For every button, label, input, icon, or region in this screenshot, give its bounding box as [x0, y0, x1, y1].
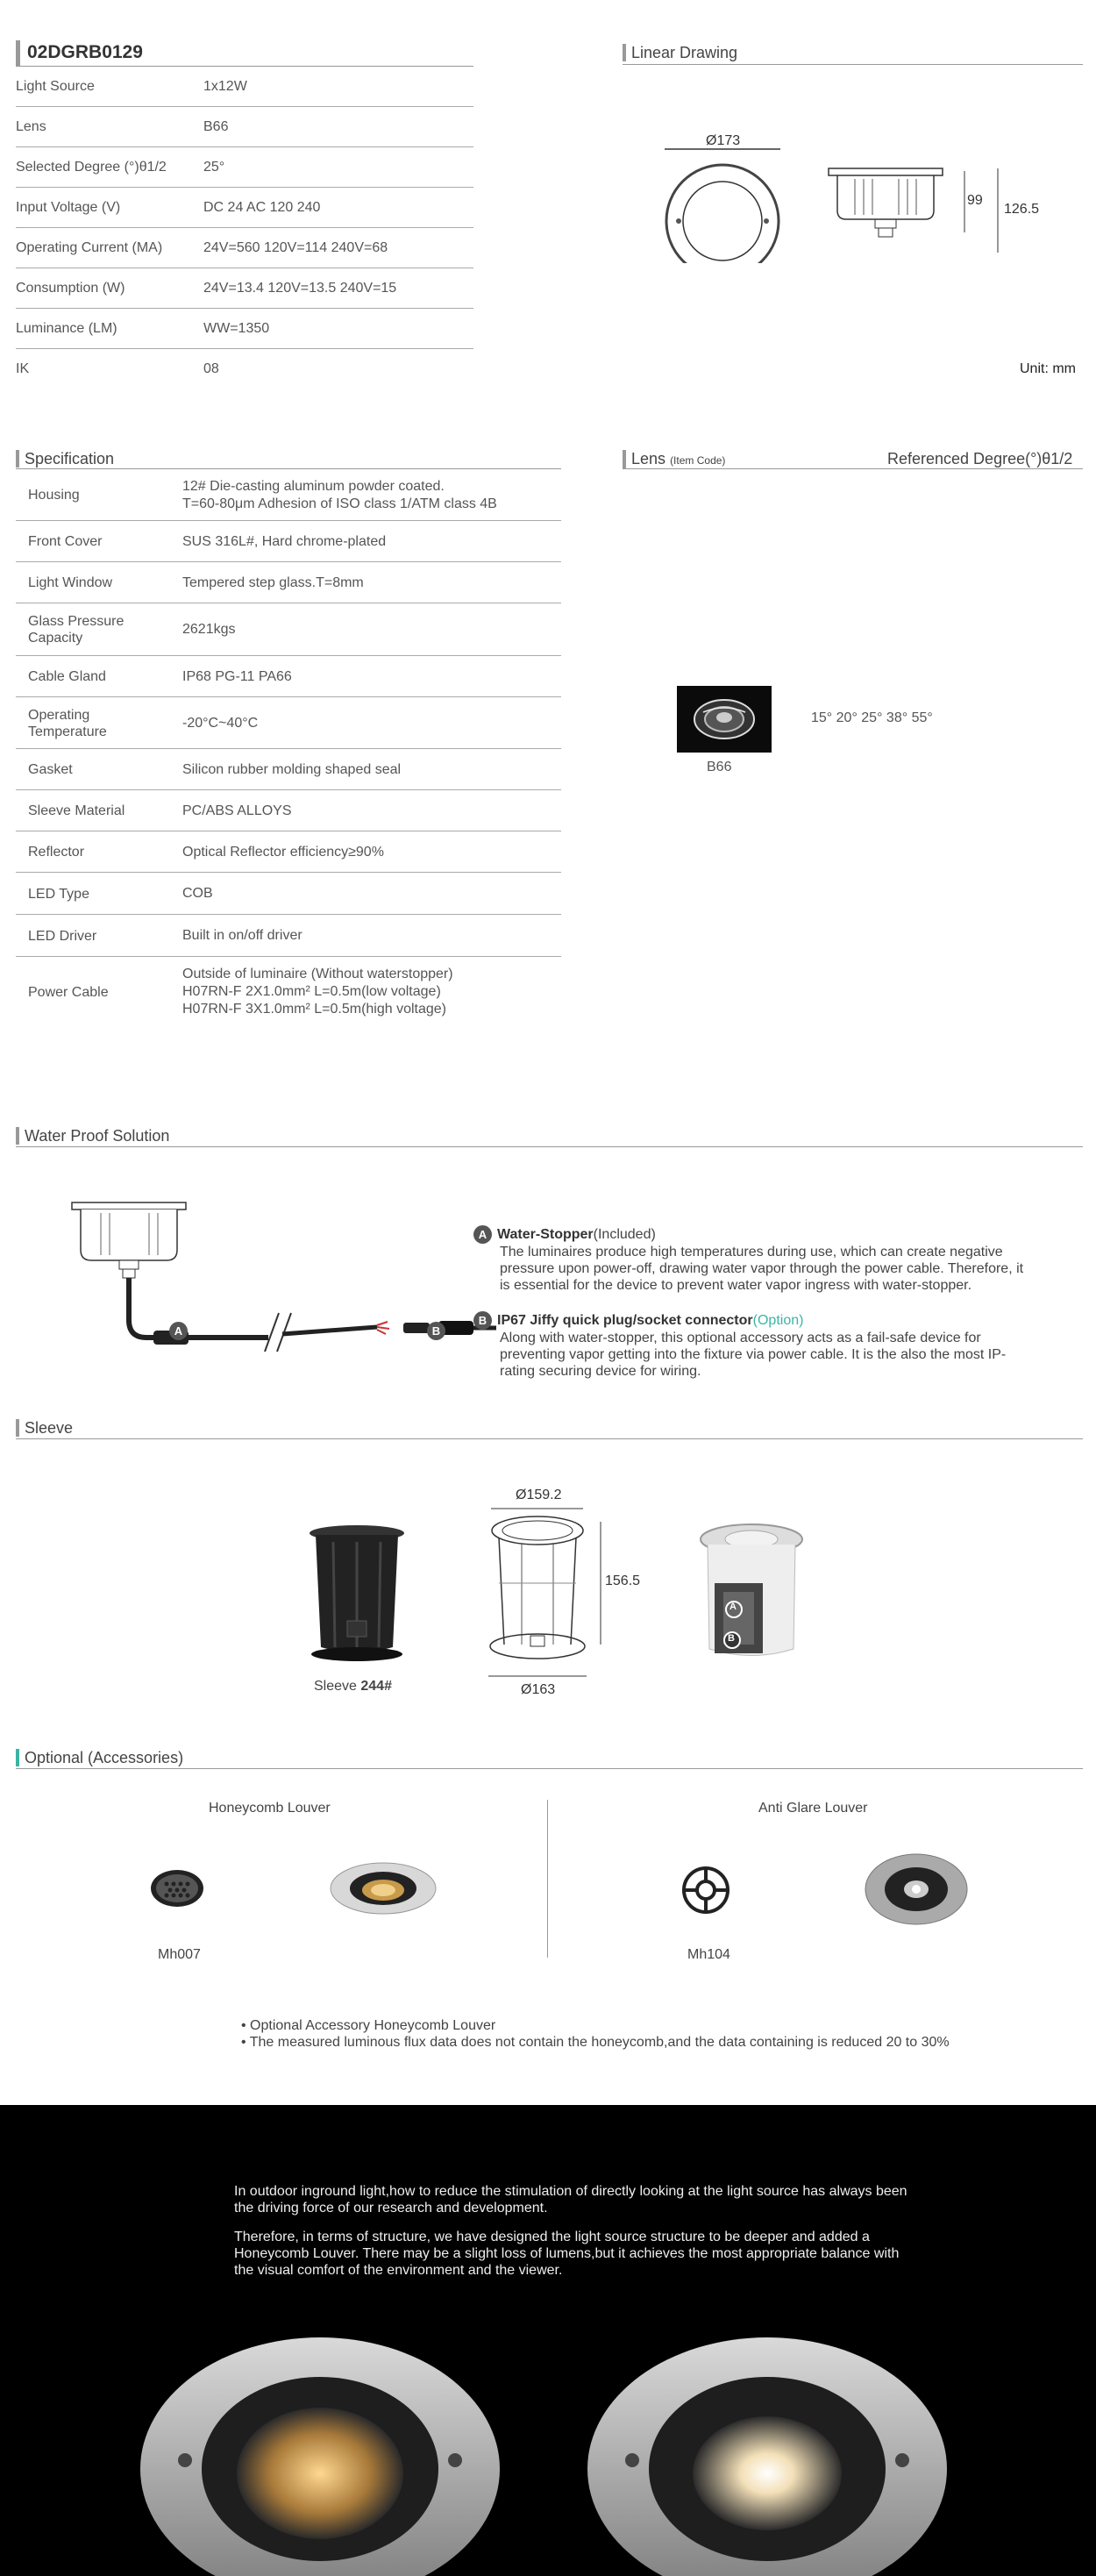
waterproof-callout-b: B	[427, 1322, 445, 1340]
lens-image	[677, 686, 772, 753]
sleeve-caption	[314, 1679, 392, 1695]
sleeve-caption-prefix: Sleeve	[314, 1679, 361, 1694]
spec-row	[16, 749, 561, 790]
lens-divider	[623, 468, 1083, 469]
param-row	[16, 309, 473, 349]
spec-label: Light Window	[28, 575, 113, 590]
dim-diameter: Ø173	[706, 133, 741, 148]
param-label: Input Voltage (V)	[16, 200, 121, 215]
spec-value: 12# Die-casting aluminum powder coated. T=60-80μm Adhesion of ISO class 1/ATM class 4B	[182, 479, 497, 511]
spec-label: Reflector	[28, 845, 85, 860]
accessories-divider	[547, 1800, 548, 1958]
spec-label: Operating Temperature	[28, 708, 107, 739]
param-label: Light Source	[16, 79, 95, 94]
spec-label: Cable Gland	[28, 669, 106, 684]
lens-degrees: 15° 20° 25° 38° 55°	[811, 710, 933, 725]
sleeve-title: Sleeve	[16, 1419, 73, 1437]
sleeve-callout-b: B	[728, 1633, 735, 1644]
spec-label: Glass Pressure Capacity	[28, 614, 125, 646]
anti-glare-louver-code: Mh104	[687, 1947, 730, 1962]
specification-title: Specification	[16, 450, 114, 467]
param-row	[16, 188, 473, 228]
spec-label: Front Cover	[28, 534, 103, 549]
comfort-paragraph-1: In outdoor inground light,how to reduce the stimulation of directly looking at the light source has always been the driving force of our research and development.	[234, 2184, 907, 2216]
honeycomb-louver-title: Honeycomb Louver	[209, 1801, 331, 1816]
lens-item-code-label: (Item Code)	[670, 454, 726, 467]
waterproof-title: Water Proof Solution	[16, 1127, 169, 1145]
unit-label: Unit: mm	[1020, 361, 1076, 376]
lens-title-text: Lens	[631, 450, 666, 467]
lens-item: B66	[707, 760, 732, 774]
spec-value: COB	[182, 886, 213, 901]
spec-label: Sleeve Material	[28, 803, 125, 818]
standard-light-photo	[583, 2337, 951, 2576]
spec-row	[16, 957, 561, 1027]
honeycomb-louver-code: Mh007	[158, 1947, 201, 1962]
param-label: Luminance (LM)	[16, 321, 117, 336]
spec-value: PC/ABS ALLOYS	[182, 803, 292, 818]
param-row	[16, 349, 473, 389]
param-value: 24V=13.4 120V=13.5 240V=15	[203, 281, 397, 296]
anti-glare-louver-title: Anti Glare Louver	[758, 1801, 868, 1816]
lens-icon	[677, 686, 772, 753]
anti-glare-installed-image	[864, 1852, 969, 1926]
spec-row	[16, 873, 561, 915]
spec-row	[16, 469, 561, 521]
water-stopper-title: Water-Stopper	[497, 1227, 594, 1242]
sleeve-callout-a: A	[729, 1602, 737, 1612]
sleeve-dim-height: 156.5	[605, 1573, 641, 1588]
param-label: IK	[16, 361, 30, 376]
param-value: 08	[203, 361, 219, 376]
waterproof-divider	[16, 1146, 1083, 1147]
optional-title: Optional (Accessories)	[16, 1749, 183, 1766]
accessory-note-2: • The measured luminous flux data does not contain the honeycomb,and the data containing is reduced 20 to 30%	[241, 2035, 950, 2050]
spec-value: Tempered step glass.T=8mm	[182, 575, 364, 590]
param-value: 24V=560 120V=114 240V=68	[203, 240, 388, 255]
spec-row	[16, 521, 561, 562]
sleeve-caption-code: 244#	[360, 1679, 392, 1694]
sleeve-drawing	[487, 1504, 618, 1680]
spec-value: -20°C~40°C	[182, 716, 259, 731]
linear-drawing-title: Linear Drawing	[623, 44, 737, 61]
param-value: B66	[203, 119, 229, 134]
spec-row	[16, 831, 561, 873]
badge-b: B	[473, 1311, 492, 1330]
comfort-paragraph-2: Therefore, in terms of structure, we have designed the light source structure to be deeper and added a Honeycomb Louver. There may be a slight loss of lumens,but it achieves the most appropriate balance with the visual comfort of the environment and the viewer.	[234, 2230, 900, 2278]
param-value: DC 24 AC 120 240	[203, 200, 321, 215]
optional-divider	[16, 1768, 1083, 1769]
sleeve-product-image	[307, 1524, 408, 1665]
spec-value: IP68 PG-11 PA66	[182, 669, 292, 684]
spec-value: Silicon rubber molding shaped seal	[182, 762, 402, 777]
spec-value: Built in on/off driver	[182, 928, 302, 943]
spec-row	[16, 656, 561, 697]
param-value: 25°	[203, 160, 225, 175]
badge-a: A	[473, 1225, 492, 1244]
spec-value: SUS 316L#, Hard chrome-plated	[182, 534, 387, 549]
connector-title: IP67 Jiffy quick plug/socket connector	[497, 1313, 753, 1328]
linear-drawing-divider	[623, 64, 1083, 65]
sleeve-installed-image	[697, 1522, 807, 1666]
param-row	[16, 268, 473, 309]
spec-row	[16, 697, 561, 749]
spec-row	[16, 603, 561, 656]
dim-depth-total: 126.5	[1004, 202, 1040, 217]
param-label: Operating Current (MA)	[16, 240, 163, 255]
spec-value: Optical Reflector efficiency≥90%	[182, 845, 384, 860]
spec-value: 2621kgs	[182, 622, 236, 637]
waterproof-item-b	[473, 1311, 1026, 1380]
visual-comfort-section	[0, 2105, 1096, 2576]
param-label: Selected Degree (°)θ1/2	[16, 160, 167, 175]
param-value: 1x12W	[203, 79, 247, 94]
spec-row	[16, 562, 561, 603]
sleeve-dim-bottom: Ø163	[521, 1682, 556, 1697]
lens-ref-degree-title: Referenced Degree(°)θ1/2	[887, 450, 1073, 467]
accessory-note-1: • Optional Accessory Honeycomb Louver	[241, 2018, 496, 2033]
param-value: WW=1350	[203, 321, 270, 336]
spec-label: LED Driver	[28, 929, 97, 944]
connector-suffix: (Option)	[752, 1313, 804, 1328]
water-stopper-text: The luminaires produce high temperatures during use, which can create negative pressure upon power-off, drawing water vapor through the power cable. Therefore, it is essential for the device to prevent water vapor ingress with water-stopper.	[500, 1245, 1024, 1293]
param-label: Consumption (W)	[16, 281, 125, 296]
water-stopper-suffix: (Included)	[593, 1227, 656, 1242]
spec-row	[16, 790, 561, 831]
spec-label: Power Cable	[28, 985, 109, 1000]
param-label: Lens	[16, 119, 46, 134]
spec-row	[16, 915, 561, 957]
anti-glare-louver-icon	[679, 1866, 733, 1914]
waterproof-illustration	[61, 1197, 500, 1381]
honeycomb-light-photo	[136, 2337, 504, 2576]
param-row	[16, 107, 473, 147]
param-row	[16, 228, 473, 268]
dim-depth-inner: 99	[967, 193, 983, 208]
product-code: 02DGRB0129	[27, 42, 143, 62]
spec-label: Gasket	[28, 762, 73, 777]
product-header	[16, 40, 473, 67]
sleeve-dim-top: Ø159.2	[516, 1488, 562, 1502]
connector-text: Along with water-stopper, this optional accessory acts as a fail-safe device for preventing vapor getting into the fixture via power cable. It is the also the most IP-rating securing device for wiring.	[500, 1331, 1007, 1379]
param-row	[16, 147, 473, 188]
spec-value: Outside of luminaire (Without waterstopper) H07RN-F 2X1.0mm² L=0.5m(low voltage) H07RN-F 3X1.0mm² L=0.5m(high voltage)	[182, 967, 453, 1017]
waterproof-callout-a: A	[169, 1322, 188, 1340]
honeycomb-installed-image	[329, 1861, 438, 1916]
spec-label: LED Type	[28, 887, 89, 902]
honeycomb-louver-icon	[149, 1868, 205, 1909]
lens-title	[623, 450, 725, 469]
sleeve-divider	[16, 1438, 1083, 1439]
spec-label: Housing	[28, 488, 80, 503]
waterproof-item-a	[473, 1225, 1026, 1294]
param-row	[16, 67, 473, 107]
